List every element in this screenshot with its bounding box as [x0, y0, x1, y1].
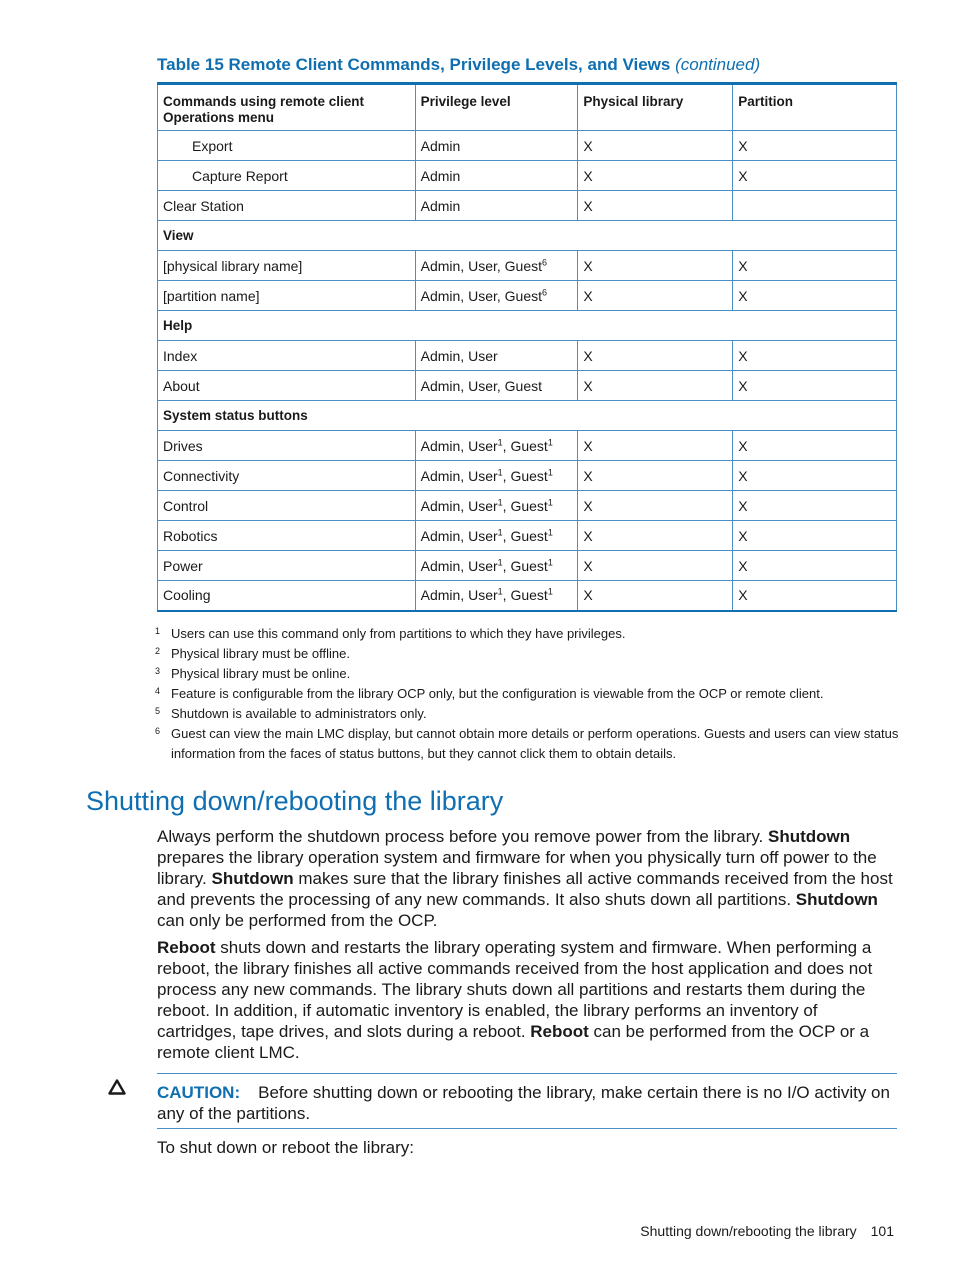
footnote-number: 2: [155, 646, 161, 656]
physical-library-cell: X: [578, 161, 733, 191]
footnote: [155, 664, 900, 684]
partition-cell: [733, 191, 897, 221]
partition-cell: X: [733, 251, 897, 281]
physical-library-cell: X: [578, 191, 733, 221]
physical-library-cell: X: [578, 131, 733, 161]
footnote-ref: 1: [547, 466, 553, 477]
physical-library-cell: X: [578, 461, 733, 491]
paragraph-text: can be performed from the OCP or a remote client LMC.: [157, 1022, 870, 1062]
shutdown-paragraph: [157, 826, 899, 931]
partition-cell: X: [733, 281, 897, 311]
paragraph-text: can only be performed from the OCP.: [157, 911, 438, 930]
partition-cell: X: [733, 161, 897, 191]
footnote-number: 4: [155, 686, 161, 696]
command-cell: Export: [158, 131, 416, 161]
footnote-ref: 1: [497, 466, 503, 477]
footnote-ref: 6: [542, 286, 548, 297]
footnote: [155, 704, 900, 724]
caution-note: [157, 1082, 899, 1124]
footer-title: Shutting down/rebooting the library: [640, 1223, 857, 1239]
footnote-ref: 1: [497, 586, 503, 597]
page-number: 101: [870, 1223, 894, 1239]
caution-bottom-rule: [157, 1128, 897, 1129]
command-cell: Drives: [158, 431, 416, 461]
privilege-text: Admin: [420, 137, 461, 154]
table-row: [158, 281, 897, 311]
privilege-cell: [415, 521, 578, 551]
command-name: Reboot: [157, 938, 216, 957]
command-cell: Cooling: [158, 581, 416, 611]
caution-top-rule: [157, 1073, 897, 1074]
table-row: [158, 551, 897, 581]
caution-text: Before shutting down or rebooting the library, make certain there is no I/O activity on any of the partitions.: [157, 1083, 890, 1123]
command-name: Shutdown: [211, 869, 294, 888]
footnote-ref: 1: [497, 526, 503, 537]
footnote-ref: 6: [542, 256, 548, 267]
table-row: [158, 131, 897, 161]
privilege-text: Admin, User: [420, 587, 498, 604]
partition-cell: X: [733, 461, 897, 491]
table-row: [158, 251, 897, 281]
footnote-ref: 1: [547, 436, 553, 447]
footnote-ref: 1: [497, 496, 503, 507]
table-section-row: [158, 311, 897, 341]
footnote-text: Physical library must be online.: [171, 666, 351, 681]
physical-library-cell: X: [578, 371, 733, 401]
procedure-intro: To shut down or reboot the library:: [157, 1138, 415, 1157]
section-label: System status buttons: [158, 401, 897, 431]
privilege-text: Admin, User: [420, 347, 498, 364]
command-cell: Connectivity: [158, 461, 416, 491]
command-cell: Power: [158, 551, 416, 581]
privilege-text: , Guest: [502, 587, 548, 604]
physical-library-cell: X: [578, 281, 733, 311]
command-cell: About: [158, 371, 416, 401]
partition-cell: X: [733, 491, 897, 521]
caution-label: CAUTION:: [157, 1083, 241, 1102]
command-name: Shutdown: [795, 890, 878, 909]
privilege-text: , Guest: [502, 527, 548, 544]
section-label: View: [158, 221, 897, 251]
table-caption-title: Table 15 Remote Client Commands, Privilege Levels, and Views: [157, 55, 671, 74]
physical-library-cell: X: [578, 521, 733, 551]
footnote-number: 6: [155, 726, 161, 736]
table-row: [158, 371, 897, 401]
privilege-text: Admin, User: [420, 527, 498, 544]
privilege-text: Admin, User: [420, 557, 498, 574]
paragraph-text: shuts down and restarts the library operating system and firmware. When performing a reboot, the library finishes all active commands received from the host application and does not process any new commands. The library shuts down all partitions and restarts them during the reboot. In addition, if automatic inventory is enabled, the library performs an inventory of cartridges, tape drives, and slots during a reboot.: [157, 938, 873, 1041]
footnote: [155, 644, 900, 664]
footnote: [155, 684, 900, 704]
footnote-text: Physical library must be offline.: [171, 646, 350, 661]
footnote: [155, 624, 900, 644]
table-row: [158, 521, 897, 551]
command-cell: [physical library name]: [158, 251, 416, 281]
physical-library-cell: X: [578, 341, 733, 371]
footnote-ref: 1: [547, 586, 553, 597]
footnote-text: Users can use this command only from partitions to which they have privileges.: [171, 626, 626, 641]
privilege-text: , Guest: [502, 557, 548, 574]
commands-table: [157, 82, 897, 612]
header-commands: Commands using remote client Operations menu: [158, 84, 416, 131]
table-row: [158, 431, 897, 461]
footnotes: [155, 624, 900, 764]
footnote-text: Guest can view the main LMC display, but cannot obtain more details or perform operations. Guests and users can view status information from the faces of status buttons, but they cannot click them to obtain details.: [171, 726, 899, 761]
footnote: [155, 724, 900, 764]
footnote-ref: 1: [497, 556, 503, 567]
privilege-text: , Guest: [502, 437, 548, 454]
privilege-cell: [415, 461, 578, 491]
header-partition: Partition: [733, 84, 897, 131]
privilege-cell: [415, 491, 578, 521]
privilege-cell: [415, 131, 578, 161]
command-cell: Clear Station: [158, 191, 416, 221]
footnote-ref: 1: [547, 556, 553, 567]
privilege-text: Admin, User, Guest: [420, 287, 543, 304]
command-cell: Capture Report: [158, 161, 416, 191]
partition-cell: X: [733, 431, 897, 461]
footnote-text: Feature is configurable from the library OCP only, but the configuration is viewable from the OCP or remote client.: [171, 686, 824, 701]
paragraph-text: makes sure that the library finishes all active commands received from the host and prevents the processing of any new commands. It also shuts down all partitions.: [157, 869, 893, 909]
footnote-ref: 1: [547, 496, 553, 507]
table-row: [158, 191, 897, 221]
partition-cell: X: [733, 581, 897, 611]
privilege-text: Admin: [420, 167, 461, 184]
table-row: [158, 161, 897, 191]
table-caption-continued: (continued): [675, 55, 761, 74]
privilege-text: , Guest: [502, 467, 548, 484]
privilege-cell: [415, 581, 578, 611]
header-physical-library: Physical library: [578, 84, 733, 131]
privilege-cell: [415, 251, 578, 281]
page-footer: [640, 1223, 894, 1239]
table-row: [158, 491, 897, 521]
section-label: Help: [158, 311, 897, 341]
command-cell: [partition name]: [158, 281, 416, 311]
privilege-cell: [415, 431, 578, 461]
footnote-ref: 1: [497, 436, 503, 447]
table-row: [158, 581, 897, 611]
footnote-ref: 1: [547, 526, 553, 537]
table-section-row: [158, 401, 897, 431]
paragraph-text: Always perform the shutdown process before you remove power from the library.: [157, 827, 769, 846]
command-cell: Index: [158, 341, 416, 371]
physical-library-cell: X: [578, 491, 733, 521]
footnote-text: Shutdown is available to administrators only.: [171, 706, 427, 721]
privilege-text: Admin, User, Guest: [420, 377, 543, 394]
privilege-text: Admin, User: [420, 497, 498, 514]
table-header-row: [158, 84, 897, 131]
privilege-cell: [415, 281, 578, 311]
partition-cell: X: [733, 521, 897, 551]
command-cell: Control: [158, 491, 416, 521]
privilege-text: , Guest: [502, 497, 548, 514]
paragraph-text: prepares the library operation system and firmware for when you physically turn off power to the library.: [157, 848, 877, 888]
section-heading: Shutting down/rebooting the library: [86, 786, 504, 816]
footnote-number: 1: [155, 626, 161, 636]
privilege-cell: [415, 161, 578, 191]
privilege-text: Admin, User, Guest: [420, 257, 543, 274]
table-row: [158, 461, 897, 491]
table-row: [158, 341, 897, 371]
table-section-row: [158, 221, 897, 251]
privilege-text: Admin: [420, 197, 461, 214]
footnote-number: 3: [155, 666, 161, 676]
reboot-paragraph: [157, 937, 899, 1063]
physical-library-cell: X: [578, 251, 733, 281]
command-name: Shutdown: [768, 827, 851, 846]
partition-cell: X: [733, 131, 897, 161]
partition-cell: X: [733, 371, 897, 401]
privilege-cell: [415, 371, 578, 401]
physical-library-cell: X: [578, 551, 733, 581]
caution-triangle-icon: [108, 1079, 126, 1095]
privilege-cell: [415, 551, 578, 581]
privilege-text: Admin, User: [420, 467, 498, 484]
footnote-number: 5: [155, 706, 161, 716]
partition-cell: X: [733, 551, 897, 581]
privilege-cell: [415, 191, 578, 221]
privilege-cell: [415, 341, 578, 371]
physical-library-cell: X: [578, 581, 733, 611]
partition-cell: X: [733, 341, 897, 371]
command-cell: Robotics: [158, 521, 416, 551]
physical-library-cell: X: [578, 431, 733, 461]
header-privilege: Privilege level: [415, 84, 578, 131]
privilege-text: Admin, User: [420, 437, 498, 454]
table-caption: [157, 55, 760, 75]
command-name: Reboot: [530, 1022, 589, 1041]
